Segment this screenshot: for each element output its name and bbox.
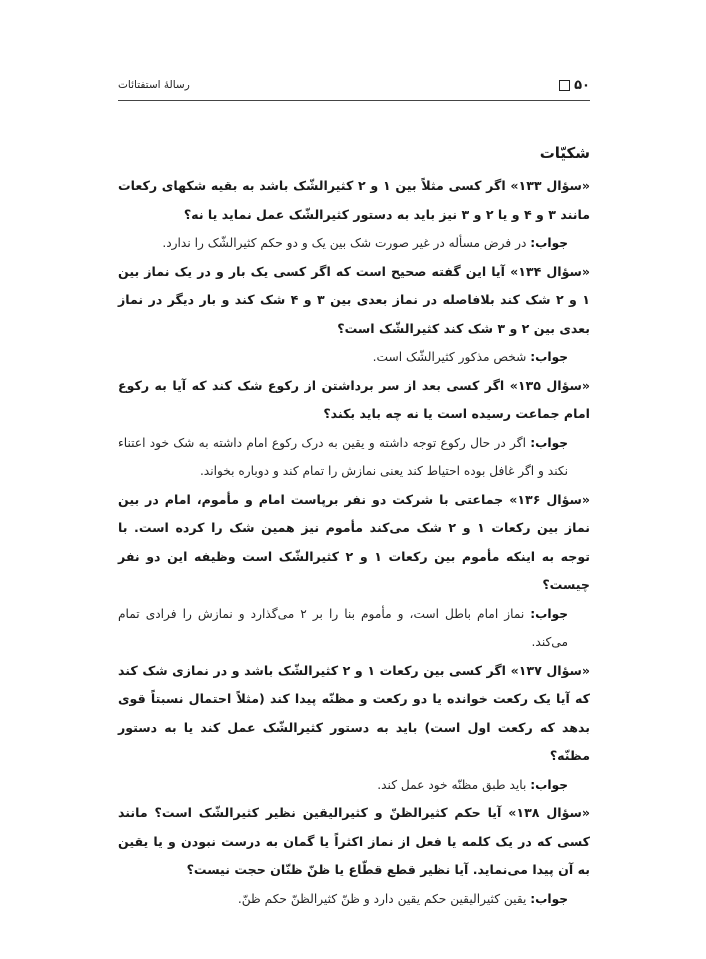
answer-text: باید طبق مظنّه خود عمل کند.: [377, 777, 527, 792]
question-text: جماعتی با شرکت دو نفر برپاست امام و مأموم، امام در بین نماز بین رکعات ۱ و ۲ شک می‌کند مأموم نیز همین شک را کرده است. با توجه به اینکه مأموم بین رکعات ۱ و ۲ کثیرالشّک است وظیفه این دو نفر چیست؟: [118, 491, 590, 592]
header-divider: [118, 100, 590, 101]
question-136: [118, 486, 590, 600]
answer-label: جواب:: [530, 350, 568, 364]
question-label: «سؤال ۱۳۴»: [510, 263, 590, 279]
answer-label: جواب:: [530, 777, 568, 792]
square-marker-icon: [559, 80, 570, 91]
question-label: «سؤال ۱۳۷»: [510, 662, 591, 678]
page-number-text: ۵۰: [574, 78, 590, 93]
page-header: [118, 78, 590, 98]
running-title: رسالهٔ استفتائات: [118, 79, 190, 91]
question-text: اگر کسی مثلاً بین ۱ و ۲ کثیرالشّک باشد به بقیه شکهای رکعات مانند ۳ و ۴ و یا ۲ و ۳ نیز باید به دستور کثیرالشّک عمل نماید یا نه؟: [118, 178, 590, 222]
answer-label: جواب:: [530, 236, 568, 250]
answer-text: نماز امام باطل است، و مأموم بنا را بر ۲ می‌گذارد و نمازش را فرادی تمام می‌کند.: [118, 606, 568, 649]
question-label: «سؤال ۱۳۳»: [510, 178, 590, 193]
question-133: [118, 172, 590, 229]
answer-134: [118, 343, 590, 372]
question-label: «سؤال ۱۳۸»: [508, 805, 590, 820]
answer-text: یقین کثیرالیقین حکم یقین دارد و ظنّ کثیرالظنّ حکم ظنّ.: [237, 891, 527, 906]
question-label: «سؤال ۱۳۵»: [509, 377, 591, 393]
section-title: شکیّات: [539, 144, 590, 162]
question-text: آیا حکم کثیرالظنّ و کثیرالیقین نظیر کثیرالشّک است؟ مانند کسی که در یک کلمه یا فعل از نماز اکثراً یا گمان به درست نبودن و یا یقین به آن پیدا می‌نماید. آیا نظیر قطع قطّاع یا ظنّ ظنّان حجت نیست؟: [118, 805, 590, 877]
question-label: «سؤال ۱۳۶»: [509, 491, 590, 507]
answer-text: در فرض مسأله در غیر صورت شک بین یک و دو حکم کثیرالشّک را ندارد.: [162, 236, 527, 250]
question-text: اگر کسی بعد از سر برداشتن از رکوع شک کند که آیا به رکوع امام جماعت رسیده است یا نه چه باید بکند؟: [118, 377, 590, 421]
answer-138: [118, 885, 590, 914]
page-number: [559, 78, 590, 93]
answer-label: جواب:: [530, 435, 568, 450]
question-text: آیا این گفته صحیح است که اگر کسی یک بار و در یک نماز بین ۱ و ۲ شک کند بلافاصله در نماز بعدی بین ۳ و ۴ شک کند و بار دیگر در نماز بعدی بین ۲ و ۳ شک کند کثیرالشّک است؟: [118, 263, 590, 336]
answer-label: جواب:: [530, 891, 568, 906]
main-content: [118, 140, 590, 913]
question-134: [118, 258, 590, 344]
answer-136: [118, 600, 590, 657]
answer-text: شخص مذکور کثیرالشّک است.: [372, 350, 527, 364]
answer-label: جواب:: [530, 606, 569, 621]
question-text: اگر کسی بین رکعات ۱ و ۲ کثیرالشّک باشد و در نمازی شک کند که آیا یک رکعت خوانده یا دو رکعت و مظنّه پیدا کند (مثلاً احتمال نسبتاً قوی بدهد که رکعت اول است) باید به دستور کثیرالشّک عمل کند یا به دستور مظنّه؟: [118, 662, 590, 763]
answer-133: [118, 229, 590, 258]
question-135: [118, 372, 590, 429]
answer-135: [118, 429, 590, 486]
answer-137: [118, 771, 590, 800]
answer-text: اگر در حال رکوع توجه داشته و یقین به درک رکوع امام داشته به شک خود اعتناء نکند و اگر غافل بوده احتیاط کند یعنی نمازش را تمام کند و دوباره بخواند.: [118, 435, 568, 478]
question-137: [118, 657, 590, 771]
question-138: [118, 799, 590, 885]
